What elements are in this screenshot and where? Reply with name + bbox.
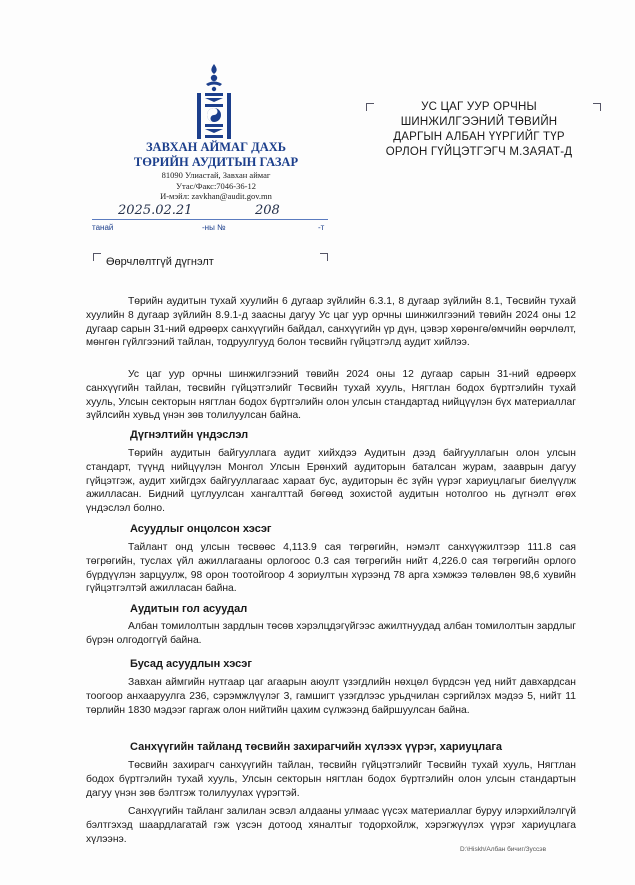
paragraph-text: Ус цаг уур орчны шинжилгээний төвийн 2024 оны 12 дугаар сарын 31-ний өдрөөрх санхүүгийн тайлан, төсвийн гүйцэтгэлийг Төсвийн тухай хууль, Нягтлан бодох бүртгэлийн тухай хууль, Улсын секторын нягтлан бодох бүртгэлийн олон улсын стандартад нийцүүлэн бүх материаллаг зүйлсийн хувьд үнэн зөв толилуулсан байна. — [86, 369, 576, 422]
subject-title: Өөрчлөлтгүй дүгнэлт — [106, 256, 214, 268]
recipient-block — [360, 100, 598, 160]
paragraph-text: Тайлант онд улсын төсвөөс 4,113.9 сая төгрөгийн, нэмэлт санхүүжилтээр 111.8 сая төгрөгийн, туслах үйл ажиллагааны орлогоос 0.3 сая төгрөгийн нийт 4,226.0 сая төгрөгийн орлого бүрдүүлэн зарцуулж, 98 орон тоотойгоор 4 зориултын хүрээнд 78 арга хэмжээ төлөвлөн 98,6 хувийн гүйцэтгэлтэй ажилласан байна. — [86, 542, 576, 595]
paragraph-7 — [86, 759, 576, 800]
heading-emphasis: Асуудлыг онцолсон хэсэг — [130, 523, 272, 535]
organization-header — [116, 140, 316, 202]
handwritten-number: 208 — [255, 203, 280, 218]
paragraph-text: Завхан аймгийн нутгаар цаг агаарын аюулт үзэгдлийн нөхцөл бүрдсэн үед нийт давхардсан тоогоор анхааруулга 236, сэрэмжлүүлэг 3, гамшигт үзэгдлээс урьдчилан сэргийлэх мэдээ 5, нийт 11 төрлийн 1830 мэдээг гаргаж олон нийтийн цахим сүлжээнд байршуулсан байна. — [86, 677, 576, 716]
heading-key-matters: Аудитын гол асуудал — [130, 603, 248, 615]
recipient-line3: ДАРГЫН АЛБАН ҮҮРГИЙГ ТҮР — [393, 131, 565, 143]
heading-other-matters: Бусад асуудлын хэсэг — [130, 658, 252, 670]
subject-corner-mark — [93, 253, 101, 261]
paragraph-3 — [86, 447, 576, 516]
org-address: 81090 Улиастай, Завхан аймаг — [161, 170, 271, 180]
paragraph-6 — [86, 676, 576, 717]
recipient-line4: ОРЛОН ГҮЙЦЭТГЭГЧ М.ЗАЯАТ-Д — [385, 146, 573, 158]
handwritten-date: 2025.02.21 — [118, 203, 193, 218]
date-label-t: -т — [318, 223, 325, 232]
heading-responsibilities: Санхүүгийн тайланд төсвийн захирагчийн хүлээх үүрэг, хариуцлага — [130, 741, 503, 753]
file-path-footer: D:\Hiskh/Албан бичиг/Зуссэв — [460, 846, 547, 853]
paragraph-4 — [86, 541, 576, 596]
subject-corner-mark — [320, 253, 328, 261]
paragraph-text: Төрийн аудитын тухай хуулийн 6 дугаар зүйлийн 6.3.1, 8 дугаар зүйлийн 8.1, Төсвийн тухай хуулийн 8 дугаар зүйлийн 8.9.1-д заасны дагуу Ус цаг уур орчны шинжилгээний төвийн 2024 оны 12 дугаар сарын 31-ний өдрөөрх санхүүгийн байдал, санхүүгийн үр дүн, цэвэр хөрөнгө/өмчийн өөрчлөлт, мөнгөн гүйлгээний тайлан, тодруулгууд болон төсвийн гүйцэтгэлд аудит хийлээ. — [86, 296, 576, 349]
org-name-line2: ТӨРИЙН АУДИТЫН ГАЗАР — [133, 155, 299, 169]
paragraph-5 — [86, 620, 576, 648]
paragraph-text: Албан томилолтын зардлын төсөв хэрэлцдэгүйгээс ажилтнуудад албан томилолтын зардлыг бүрэн олгодоггүй байна. — [86, 621, 576, 646]
paragraph-text: Төрийн аудитын байгууллага аудит хийхдээ Аудитын дээд байгууллагын олон улсын стандарт, түүнд нийцүүлэн Монгол Улсын Ерөнхий аудиторын баталсан журам, зааврын дагуу гүйцэтгэж, аудит хийгдэх байгууллагаас хараат бус, аудиторын ёс зүйн үүрэг хариуцлагыг биелүүлж ажилласан. Бидний цуглуулсан хангалттай бөгөөд зохистой аудитын нотолгоо нь дүгнэлт өгөх үндэслэл болно. — [86, 448, 576, 515]
heading-basis: Дүгнэлтийн үндэслэл — [130, 429, 249, 441]
org-email: И-мэйл: zavkhan@audit.gov.mn — [160, 191, 272, 201]
date-line-rule — [92, 218, 328, 220]
paragraph-text: Санхүүгийн тайланг залилан эсвэл алдааны улмаас үүсэх материаллаг буруу илэрхийлэлгүй бэлтгэхэд шаардлагатай гэж үзсэн дотоод хяналтыг тодорхойлж, хэрэгжүүлэх үүрэг хариуцлага хүлээнэ. — [86, 806, 576, 845]
paragraph-text: Төсвийн захирагч санхүүгийн тайлан, төсвийн гүйцэтгэлийг Төсвийн тухай хууль, Нягтлан бодох бүртгэлийн тухай хууль, Улсын секторын нягтлан бодох бүртгэлийн олон улсын стандартын дагуу үнэн зөв бэлтгэж толилуулах үүрэгтэй. — [86, 760, 576, 799]
paragraph-1 — [86, 295, 576, 350]
date-label-ny-no: -ны № — [202, 223, 226, 232]
paragraph-2 — [86, 368, 576, 423]
org-phone: Утас/Факс:7046-36-12 — [176, 180, 256, 191]
soyombo-emblem-icon — [193, 62, 235, 142]
recipient-line1: УС ЦАГ УУР ОРЧНЫ — [421, 101, 537, 113]
paragraph-8 — [86, 805, 576, 846]
date-label-tanai: танай — [92, 223, 114, 232]
recipient-line2: ШИНЖИЛГЭЭНИЙ ТӨВИЙН — [400, 116, 558, 128]
org-name-line1: ЗАВХАН АЙМАГ ДАХЬ — [145, 140, 287, 154]
